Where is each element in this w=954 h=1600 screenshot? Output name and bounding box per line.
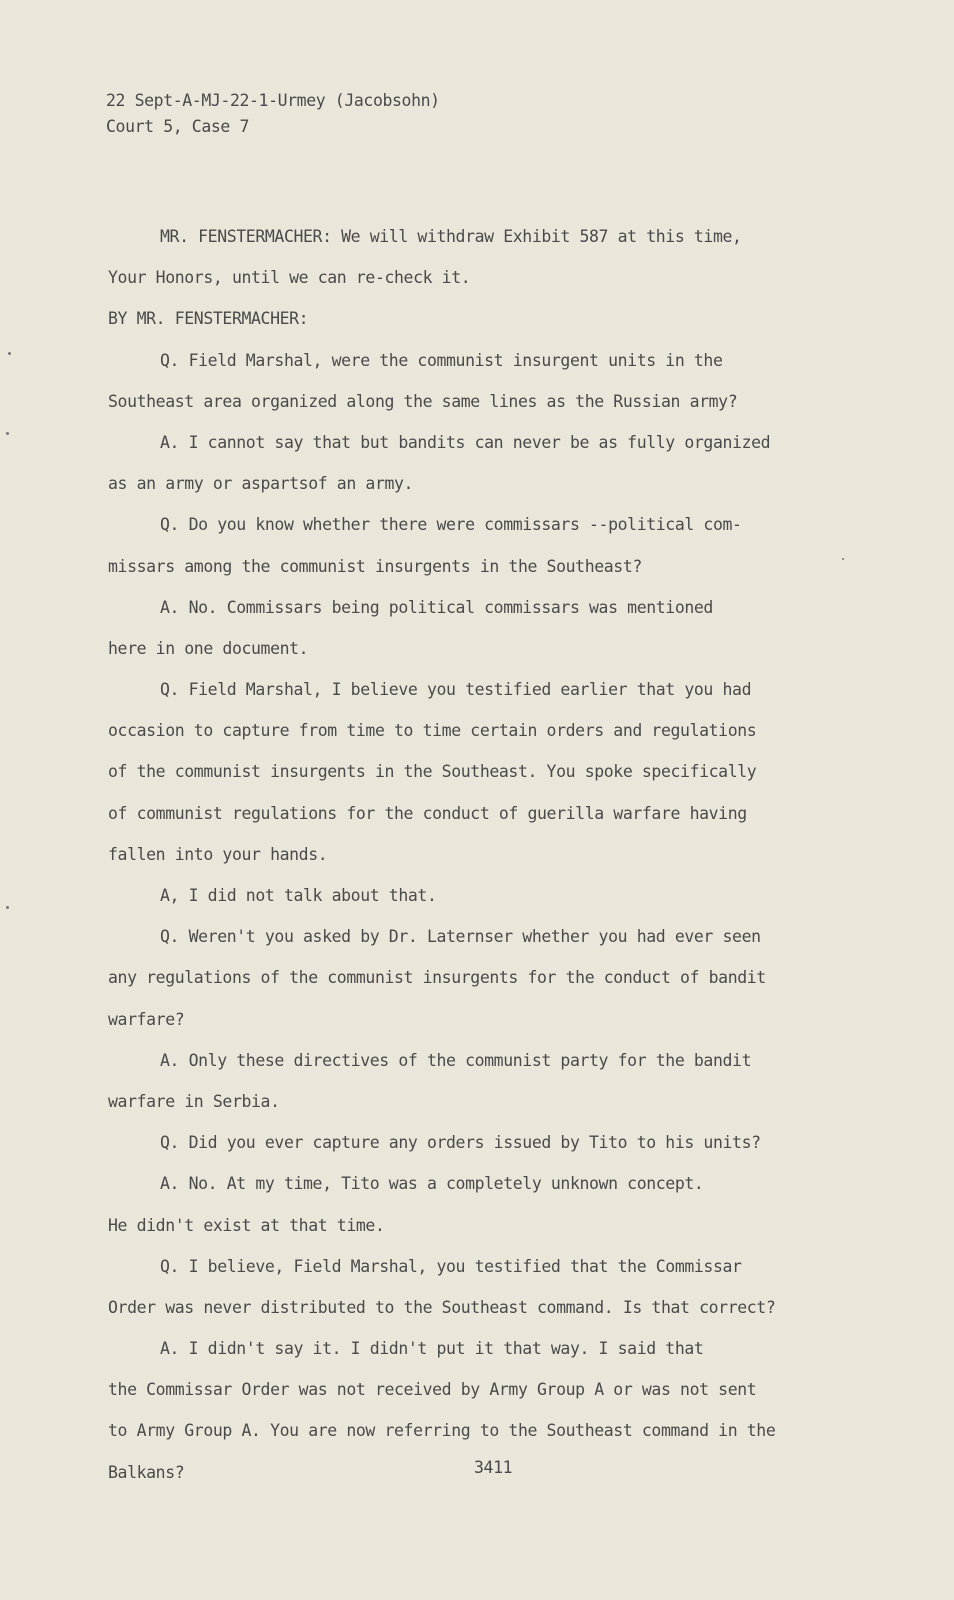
margin-speck [6,906,9,909]
transcript-line: A. Only these directives of the communist party for the bandit [160,1050,752,1070]
header-line-2: Court 5, Case 7 [106,117,250,136]
margin-speck [6,432,9,435]
transcript-line: A. No. Commissars being political commissars was mentioned [160,597,713,617]
transcript-line: of the communist insurgents in the Southeast. You spoke specifically [108,762,757,782]
transcript-line: any regulations of the communist insurgents for the conduct of bandit [108,968,766,988]
transcript-line: A, I did not talk about that. [160,886,437,905]
transcript-line: of communist regulations for the conduct of guerilla warfare having [108,803,747,823]
transcript-line: Q. Field Marshal, were the communist insurgent units in the [160,350,723,370]
transcript-line: warfare? [108,1009,185,1029]
transcript-line: Q. Did you ever capture any orders issued by Tito to his units? [160,1133,761,1153]
transcript-line: Q. Weren't you asked by Dr. Laternser whether you had ever seen [160,927,761,947]
transcript-line: here in one document. [108,638,309,658]
transcript-line: A. I cannot say that but bandits can never be as fully organized [160,432,771,452]
transcript-line: fallen into your hands. [108,844,328,864]
transcript-line: MR. FENSTERMACHER: We will withdraw Exhibit 587 at this time, [160,227,742,246]
transcript-line: Q. I believe, Field Marshal, you testified that the Commissar [160,1256,742,1276]
header-line-1: 22 Sept-A-MJ-22-1-Urmey (Jacobsohn) [106,91,440,110]
transcript-line: to Army Group A. You are now referring to the Southeast command in the [108,1421,776,1441]
transcript-line: the Commissar Order was not received by Army Group A or was not sent [108,1380,757,1400]
transcript-line: Your Honors, until we can re-check it. [108,268,471,288]
transcript-line: BY MR. FENSTERMACHER: [108,309,309,329]
transcript-line: He didn't exist at that time. [108,1215,385,1235]
transcript-line: A. No. At my time, Tito was a completely unknown concept. [160,1174,704,1194]
margin-speck [8,352,11,355]
transcript-line: Q. Do you know whether there were commissars --political com- [160,515,742,535]
margin-speck [842,558,844,560]
transcript-line: Balkans? [108,1462,185,1482]
transcript-line: as an army or aspartsof an army. [108,474,414,494]
transcript-line: Southeast area organized along the same lines as the Russian army? [108,391,738,411]
transcript-line: Order was never distributed to the Southeast command. Is that correct? [108,1297,776,1317]
transcript-line: warfare in Serbia. [108,1091,280,1111]
page-number: 3411 [474,1458,513,1477]
transcript-line: Q. Field Marshal, I believe you testified earlier that you had [160,680,752,700]
transcript-body [108,216,848,1493]
document-header [106,88,440,140]
transcript-line: A. I didn't say it. I didn't put it that way. I said that [160,1339,704,1359]
transcript-line: missars among the communist insurgents in the Southeast? [108,556,642,576]
transcript-line: occasion to capture from time to time certain orders and regulations [108,721,757,741]
